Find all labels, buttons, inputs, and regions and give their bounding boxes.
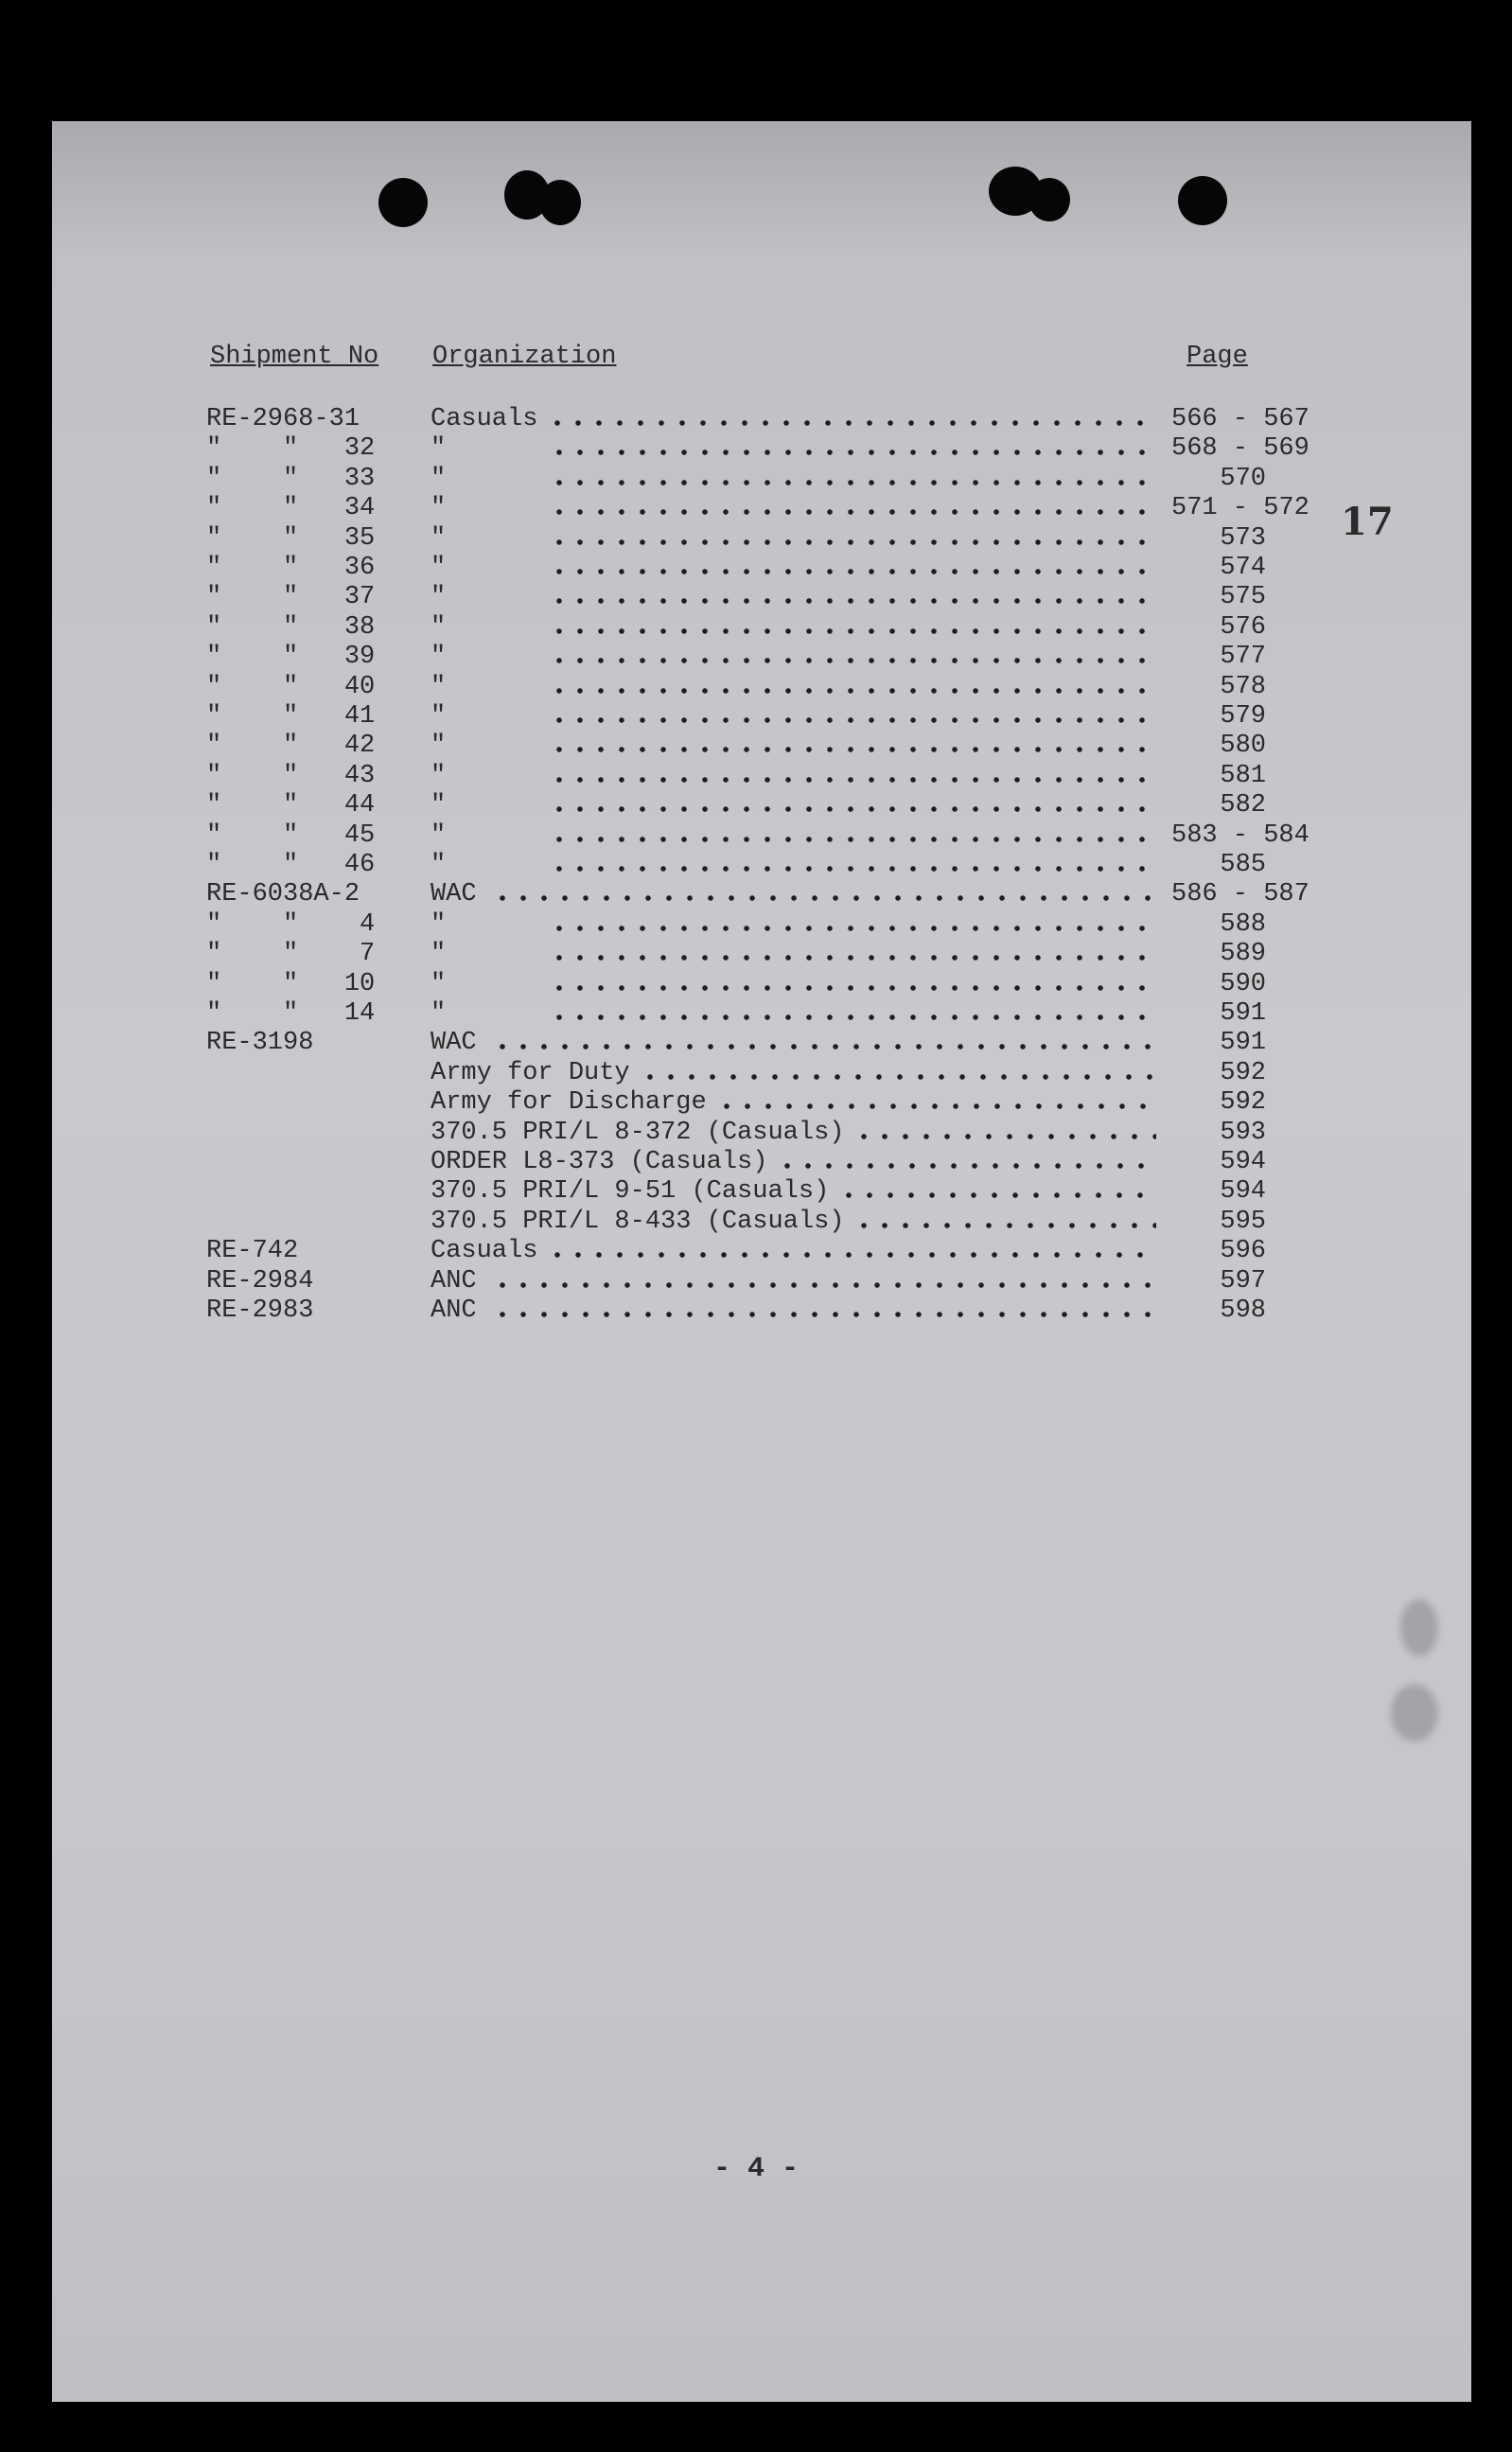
organization-cell: " (431, 494, 447, 523)
organization-cell: " (431, 702, 447, 731)
table-row (0, 1148, 1512, 1177)
shipment-no-cell: RE-2983 (206, 1297, 314, 1325)
organization-cell: 370.5 PRI/L 8-372 (Casuals) (431, 1118, 845, 1147)
page-cell: 591 (1220, 1029, 1266, 1058)
page-cell: 598 (1220, 1297, 1266, 1325)
page-cell: 581 (1220, 761, 1266, 790)
dot-leader (549, 450, 1156, 455)
dot-leader (549, 598, 1156, 604)
shipment-no-cell: " " 41 (206, 702, 376, 731)
dot-leader (777, 1163, 1156, 1169)
punch-hole-6 (1178, 176, 1227, 225)
table-row (0, 405, 1512, 434)
page-cell: 578 (1220, 672, 1266, 701)
organization-cell: " (431, 999, 447, 1028)
dot-leader (549, 837, 1156, 842)
table-row (0, 583, 1512, 612)
shipment-no-cell: " " 38 (206, 612, 376, 642)
page-cell: 597 (1220, 1266, 1266, 1296)
page-cell: 575 (1220, 583, 1266, 612)
table-row (0, 613, 1512, 643)
page-cell: 579 (1220, 702, 1266, 731)
page-cell: 570 (1220, 464, 1266, 493)
shipment-no-cell: " " 14 (206, 999, 376, 1028)
table-row (0, 1237, 1512, 1266)
dot-leader (549, 777, 1156, 783)
page-cell: 573 (1220, 523, 1266, 553)
table-row (0, 673, 1512, 702)
page-cell: 593 (1220, 1118, 1266, 1147)
table-row (0, 702, 1512, 732)
page-cell: 592 (1220, 1058, 1266, 1087)
page-cell: 589 (1220, 940, 1266, 969)
shipment-no-cell: " " 44 (206, 791, 376, 820)
organization-cell: " (431, 434, 447, 464)
page-cell: 577 (1220, 643, 1266, 672)
shipment-no-cell: RE-2984 (206, 1266, 314, 1296)
dot-leader (492, 1282, 1156, 1288)
table-row (0, 1208, 1512, 1237)
dot-leader (549, 747, 1156, 752)
shipment-no-cell: " " 4 (206, 909, 376, 939)
dot-leader (853, 1223, 1156, 1228)
table-row (0, 821, 1512, 851)
table-row (0, 554, 1512, 583)
shipment-no-cell: RE-2968-31 (206, 405, 360, 433)
organization-cell: " (431, 583, 447, 612)
table-row (0, 1177, 1512, 1207)
dot-leader (838, 1192, 1156, 1198)
table-row (0, 1119, 1512, 1148)
organization-cell: " (431, 820, 447, 850)
page-cell: 576 (1220, 612, 1266, 642)
shipment-no-cell: " " 36 (206, 554, 376, 582)
page-cell: 585 (1220, 851, 1266, 879)
punch-hole-5 (1029, 178, 1070, 221)
shipment-no-cell: " " 10 (206, 969, 376, 998)
organization-cell: ORDER L8-373 (Casuals) (431, 1148, 768, 1176)
shipment-no-cell: " " 35 (206, 523, 376, 553)
organization-cell: WAC (431, 1029, 477, 1058)
page-cell: 594 (1220, 1148, 1266, 1176)
organization-cell: " (431, 969, 447, 998)
header-page: Page (1187, 343, 1248, 371)
organization-cell: " (431, 464, 447, 493)
table-row (0, 910, 1512, 940)
organization-cell: " (431, 761, 447, 790)
organization-cell: " (431, 643, 447, 672)
page-cell: 568 - 569 (1171, 434, 1310, 464)
table-row (0, 1267, 1512, 1297)
table-row (0, 1297, 1512, 1326)
organization-cell: " (431, 791, 447, 820)
shipment-no-cell: " " 43 (206, 761, 376, 790)
organization-cell: " (431, 732, 447, 761)
organization-cell: " (431, 851, 447, 879)
table-row (0, 1029, 1512, 1058)
dot-leader (492, 1044, 1156, 1050)
organization-cell: " (431, 940, 447, 969)
page-cell: 596 (1220, 1237, 1266, 1266)
shipment-no-cell: " " 7 (206, 940, 376, 969)
stain-mark (1400, 1599, 1438, 1656)
shipment-no-cell: " " 33 (206, 464, 376, 493)
organization-cell: " (431, 672, 447, 701)
table-row (0, 434, 1512, 464)
table-row (0, 880, 1512, 909)
shipment-no-cell: " " 32 (206, 434, 376, 464)
dot-leader (549, 688, 1156, 694)
dot-leader (549, 985, 1156, 991)
punch-hole-3 (539, 180, 581, 225)
shipment-no-cell: " " 40 (206, 672, 376, 701)
dot-leader (549, 926, 1156, 931)
page-cell: 582 (1220, 791, 1266, 820)
organization-cell: " (431, 909, 447, 939)
table-row (0, 791, 1512, 820)
dot-leader (549, 1014, 1156, 1020)
organization-cell: 370.5 PRI/L 9-51 (Casuals) (431, 1177, 830, 1207)
organization-cell: ANC (431, 1266, 477, 1296)
dot-leader (547, 420, 1156, 426)
table-row (0, 732, 1512, 761)
page-cell: 590 (1220, 969, 1266, 998)
table-row (0, 465, 1512, 494)
table-row (0, 494, 1512, 523)
shipment-no-cell: " " 46 (206, 851, 376, 879)
page-cell: 588 (1220, 909, 1266, 939)
dot-leader (549, 866, 1156, 872)
organization-cell: " (431, 612, 447, 642)
table-row (0, 999, 1512, 1029)
page-cell: 580 (1220, 732, 1266, 761)
dot-leader (640, 1074, 1156, 1080)
table-row (0, 1059, 1512, 1088)
organization-cell: " (431, 523, 447, 553)
page-cell: 592 (1220, 1088, 1266, 1118)
dot-leader (549, 658, 1156, 663)
page-cell: 594 (1220, 1177, 1266, 1207)
shipment-no-cell: " " 45 (206, 820, 376, 850)
dot-leader (549, 955, 1156, 961)
shipment-no-cell: " " 42 (206, 732, 376, 761)
header-shipment-no: Shipment No (210, 343, 379, 371)
table-row (0, 1088, 1512, 1118)
table-row (0, 851, 1512, 880)
page-footer-number: - 4 - (712, 2153, 799, 2185)
shipment-no-cell: " " 39 (206, 643, 376, 672)
page-cell: 571 - 572 (1171, 494, 1310, 523)
page-marker-number: 17 (1341, 500, 1394, 544)
table-row (0, 762, 1512, 791)
page-cell: 595 (1220, 1207, 1266, 1236)
dot-leader (549, 480, 1156, 485)
table-row (0, 524, 1512, 554)
shipment-no-cell: RE-742 (206, 1237, 299, 1266)
stain-mark (1391, 1685, 1438, 1741)
page-cell: 574 (1220, 554, 1266, 582)
dot-leader (492, 895, 1156, 901)
organization-cell: Army for Duty (431, 1058, 630, 1087)
dot-leader (549, 717, 1156, 723)
shipment-no-cell: " " 34 (206, 494, 376, 523)
dot-leader (492, 1312, 1156, 1317)
shipment-no-cell: RE-3198 (206, 1029, 314, 1058)
organization-cell: 370.5 PRI/L 8-433 (Casuals) (431, 1207, 845, 1236)
shipment-no-cell: RE-6038A-2 (206, 880, 360, 909)
dot-leader (853, 1134, 1156, 1139)
organization-cell: " (431, 554, 447, 582)
organization-cell: Casuals (431, 405, 538, 433)
header-organization: Organization (432, 343, 617, 371)
table-row (0, 970, 1512, 999)
organization-cell: Casuals (431, 1237, 538, 1266)
shipment-no-cell: " " 37 (206, 583, 376, 612)
organization-cell: Army for Discharge (431, 1088, 707, 1118)
table-row (0, 940, 1512, 969)
table-row (0, 643, 1512, 672)
dot-leader (716, 1103, 1156, 1109)
dot-leader (549, 509, 1156, 515)
page-cell: 583 - 584 (1171, 820, 1310, 850)
organization-cell: WAC (431, 880, 477, 909)
dot-leader (549, 628, 1156, 634)
page-cell: 586 - 587 (1171, 880, 1310, 909)
page-cell: 566 - 567 (1171, 405, 1310, 433)
organization-cell: ANC (431, 1297, 477, 1325)
dot-leader (549, 569, 1156, 574)
punch-hole-1 (378, 178, 428, 227)
dot-leader (547, 1252, 1156, 1258)
dot-leader (549, 539, 1156, 545)
page-cell: 591 (1220, 999, 1266, 1028)
dot-leader (549, 806, 1156, 812)
